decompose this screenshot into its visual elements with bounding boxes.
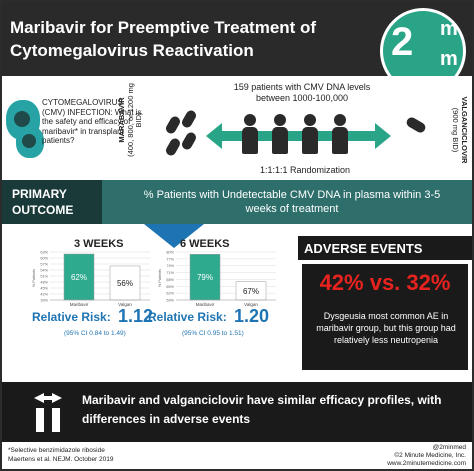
y-tick-label: 71% xyxy=(166,271,174,276)
chart-2-rr-label: Relative Risk: xyxy=(148,310,227,324)
chart-1-ci: (95% CI 0.84 to 1.49) xyxy=(64,330,126,337)
logo-sup-text: m xyxy=(440,18,458,40)
y-tick-label: 42% xyxy=(40,292,48,297)
y-axis-label: % Patients xyxy=(32,268,36,288)
chart-6-weeks xyxy=(156,250,280,310)
pill-icon xyxy=(164,137,182,158)
arm-left-dose: (400, 800, or 1200 mg BID) xyxy=(125,83,143,157)
footer xyxy=(2,443,472,471)
adverse-text: Dysgeusia most common AE in maribavir group, but this group had relatively less neutropenia xyxy=(316,311,456,345)
pill-icon xyxy=(405,116,427,135)
chart-2-title: 6 WEEKS xyxy=(180,238,230,250)
outcome-text: % Patients with Undetectable CMV DNA in plasma within 3-5 weeks of treatment xyxy=(143,189,441,215)
primary-outcome xyxy=(2,180,472,224)
x-tick-label: Valgan xyxy=(244,302,258,307)
arrow-right-icon xyxy=(375,123,391,149)
chart-3-weeks xyxy=(30,250,154,310)
conclusion-text: Maribavir and valganciclovir have similar efficacy profiles, with differences in adverse events xyxy=(82,393,442,426)
person-icon xyxy=(240,114,260,154)
logo-sub-text: m xyxy=(440,48,458,70)
person-icon xyxy=(300,114,320,154)
logo-main-text: 2 xyxy=(391,20,414,64)
chart-2-ci: (95% CI 0.95 to 1.51) xyxy=(182,330,244,337)
pill-icon xyxy=(164,115,182,136)
virus-cell-icon-2 xyxy=(16,126,44,158)
y-tick-label: 65% xyxy=(166,284,174,289)
pill-icon xyxy=(180,131,198,152)
page-title: Maribavir for Preemptive Treatment of Cytomegalovirus Reactivation xyxy=(10,18,317,60)
x-tick-label: Maribavir xyxy=(69,302,89,307)
adverse-events xyxy=(298,236,472,374)
y-tick-label: 60% xyxy=(40,256,48,261)
bar-value-label: 56% xyxy=(116,279,134,288)
y-axis-label: % Patients xyxy=(158,268,162,288)
y-tick-label: 80% xyxy=(166,250,174,255)
y-tick-label: 62% xyxy=(166,291,174,296)
x-tick-label: Maribavir xyxy=(195,302,215,307)
patients-text: 159 patients with CMV DNA levels between 1000-100,000 xyxy=(233,82,371,103)
chart-2-rr-value: 1.20 xyxy=(234,306,270,326)
person-icon xyxy=(270,114,290,154)
footnote-1: *Selective benzimidazole riboside xyxy=(8,447,105,454)
y-tick-label: 59% xyxy=(166,298,174,303)
equal-arrows-icon xyxy=(30,392,66,434)
y-tick-label: 39% xyxy=(40,298,48,303)
y-tick-label: 57% xyxy=(40,262,48,267)
footnote xyxy=(8,446,114,464)
conclusion xyxy=(2,382,472,442)
y-tick-label: 63% xyxy=(40,250,48,255)
study-question: CYTOMEGALOVIRUS (CMV) INFECTION: What is the safety and efficacy of maribavir* in transplant patients? xyxy=(42,98,142,145)
adverse-title: ADVERSE EVENTS xyxy=(304,241,423,256)
outcome-label-box xyxy=(2,180,102,224)
footnote-2: Maertens et al. NEJM. October 2019 xyxy=(8,456,114,463)
person-icon xyxy=(330,114,350,154)
x-tick-label: Valgan xyxy=(118,302,132,307)
randomization-text: 1:1:1:1 Randomization xyxy=(259,165,351,175)
arm-left xyxy=(118,80,144,160)
adverse-box xyxy=(302,264,468,370)
arm-left-name: MARABAVIR xyxy=(117,97,126,143)
credit-handle: @2minmed xyxy=(432,444,466,451)
chart-1-rr-label: Relative Risk: xyxy=(32,310,111,324)
credit-copyright: ©2 Minute Medicine, Inc. xyxy=(394,452,466,459)
bar-value-label: 67% xyxy=(242,286,260,296)
outcome-label: PRIMARY OUTCOME xyxy=(12,187,74,217)
y-tick-label: 45% xyxy=(40,286,48,291)
credit-website[interactable]: www.2minutemedicine.com xyxy=(387,460,466,467)
y-tick-label: 48% xyxy=(40,280,48,285)
adverse-percent: 42% vs. 32% xyxy=(319,270,451,295)
chart-1-title: 3 WEEKS xyxy=(74,238,124,250)
chart-1-rr-value: 1.12 xyxy=(118,306,154,326)
credit xyxy=(387,444,466,468)
bar-value-label: 62% xyxy=(70,273,88,282)
y-tick-label: 51% xyxy=(40,274,48,279)
y-tick-label: 54% xyxy=(40,268,48,273)
y-tick-label: 68% xyxy=(166,277,174,282)
arm-right xyxy=(451,90,468,170)
arm-right-dose: (900 mg BID) xyxy=(451,107,461,153)
study-design xyxy=(2,76,472,179)
y-tick-label: 77% xyxy=(166,257,174,262)
bar-value-label: 79% xyxy=(196,273,214,283)
y-tick-label: 74% xyxy=(166,264,174,269)
pill-icon xyxy=(180,109,198,130)
adverse-header xyxy=(298,236,472,260)
arm-right-name: VALGANCICLOVIR xyxy=(460,96,469,164)
